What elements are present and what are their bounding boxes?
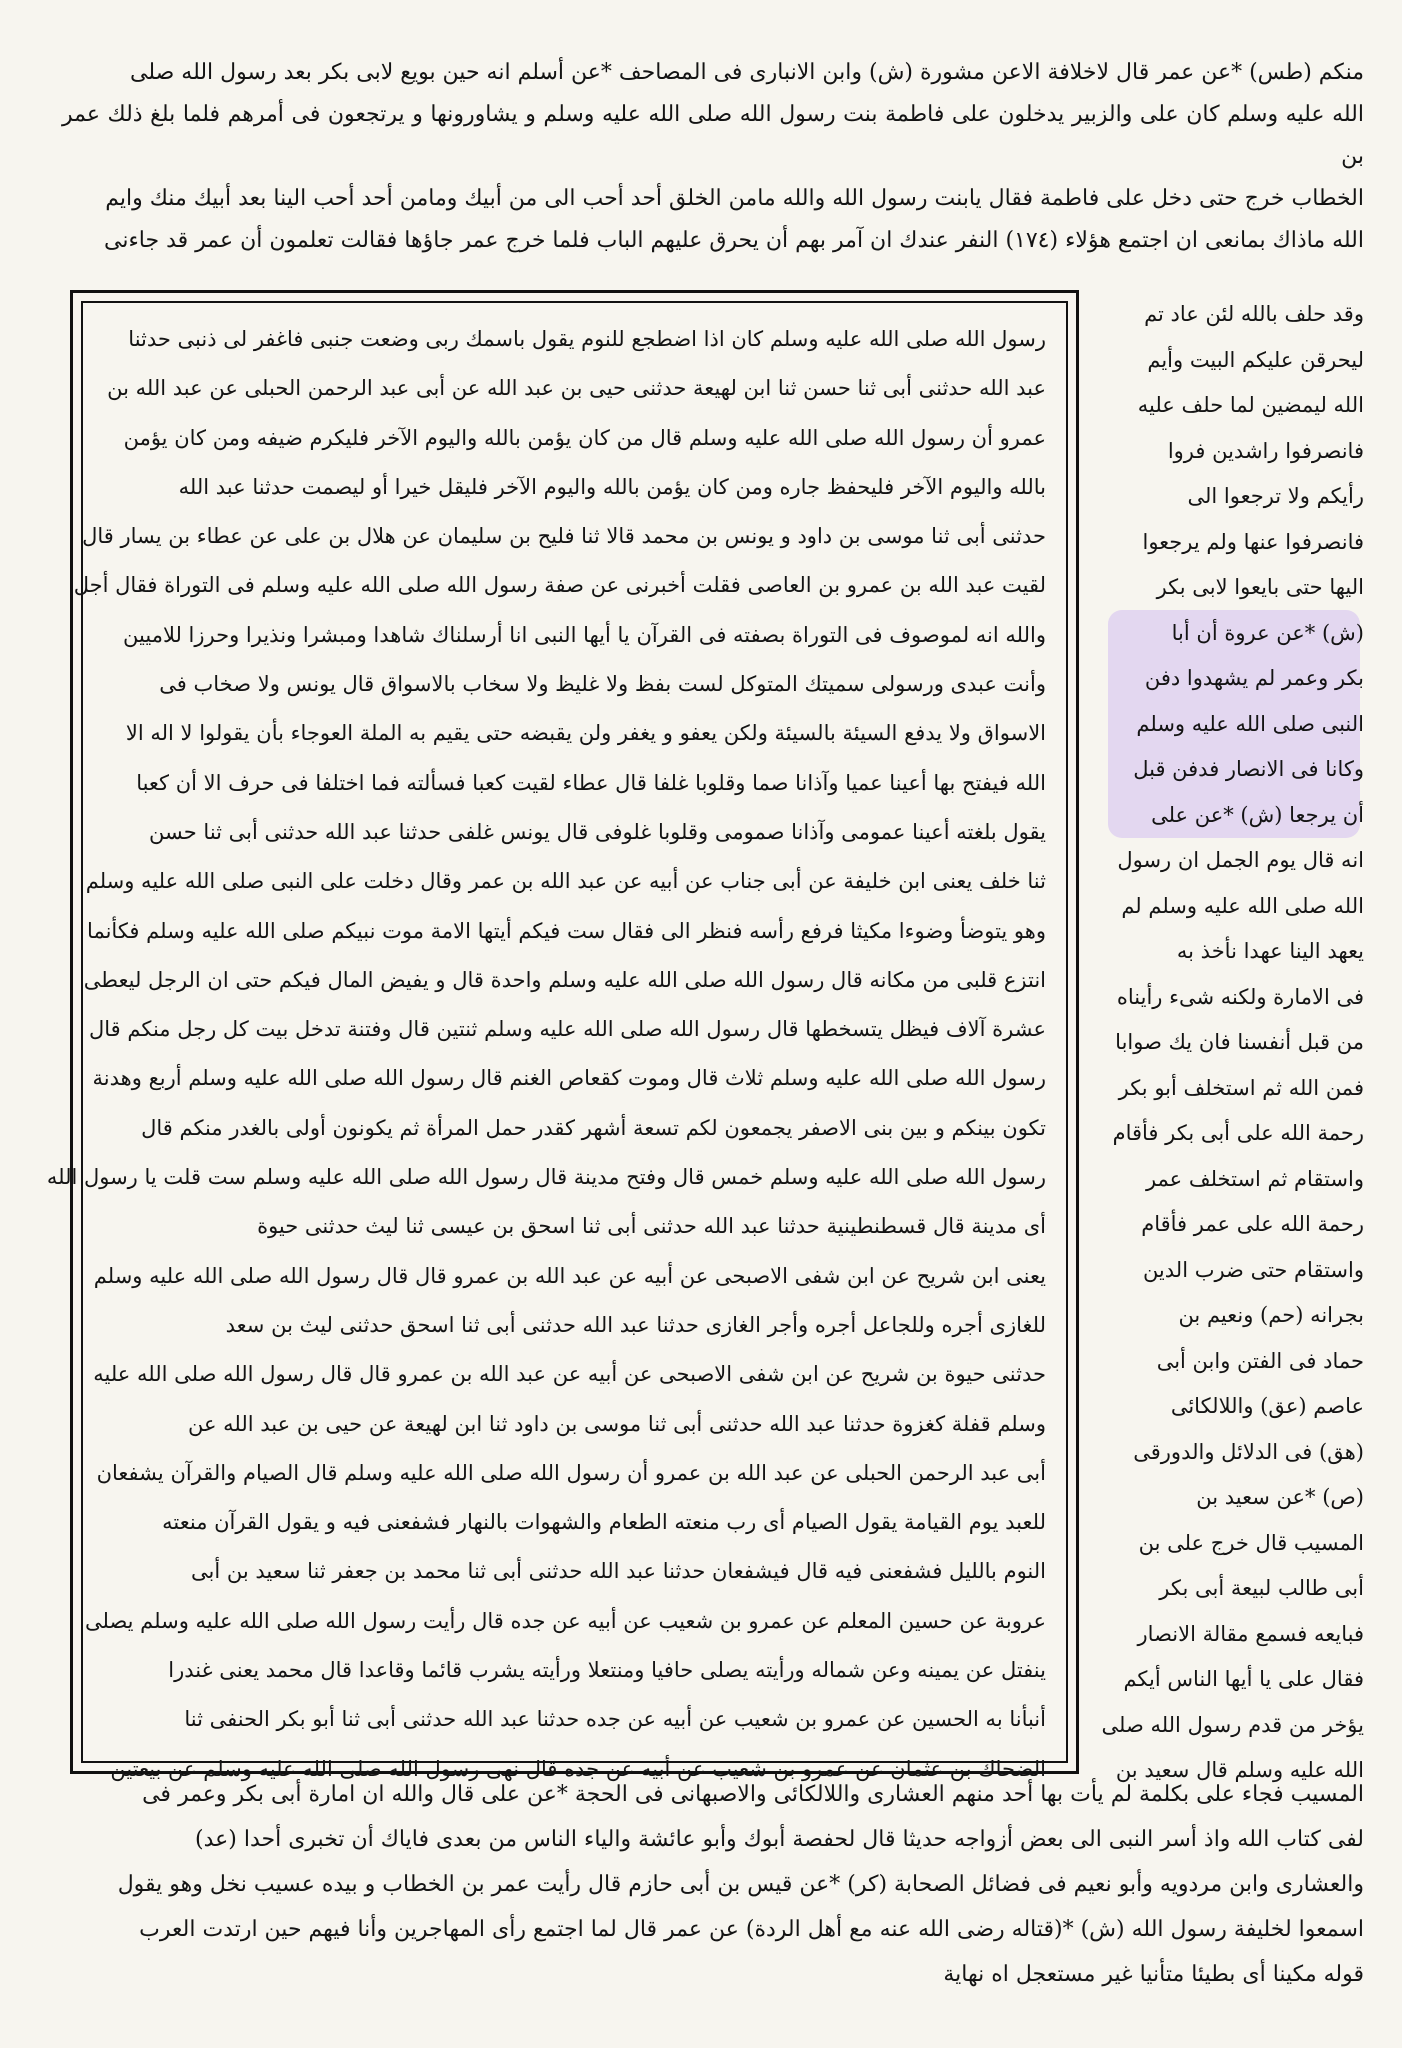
main-text-line: رسول الله صلى الله عليه وسلم ثلاث قال وموت كقعاص الغنم قال رسول الله صلى الله عليه وسلم أربع وهدنة [92,1066,1046,1091]
main-text-frame [46,290,1079,1781]
header-paragraph [62,52,1364,262]
margin-text-line: عاصم (عق) واللالكائى [1170,1394,1364,1418]
main-text-line: ينفتل عن يمينه وعن شماله ورأيته يصلى حافيا ومنتعلا ورأيته يشرب قائما وقاعدا قال محمد يعنى غندرا [168,1658,1046,1683]
margin-text-line: رحمة الله على أبى بكر فأقام [1112,1121,1364,1145]
main-text-line: أى مدينة قال قسطنطينية حدثنا عبد الله حدثنى أبى ثنا اسحق بن عيسى ثنا ليث حدثنى حيوة [257,1214,1046,1239]
main-text-line: رسول الله صلى الله عليه وسلم كان اذا اضطجع للنوم يقول باسمك ربى وضعت جنبى فاغفر لى ذنبى حدثنا [128,327,1046,351]
main-text-line: للعبد يوم القيامة يقول الصيام أى رب منعته الطعام والشهوات بالنهار فشفعنى فيه و يقول القرآن منعته [162,1510,1046,1535]
margin-text-line: فبايعه فسمع مقالة الانصار [1137,1621,1364,1646]
main-text-line: انتزع قلبى من مكانه قال رسول الله صلى الله عليه وسلم واحدة قال و يفيض المال فيكم حتى ان الرجل ليعطى [83,967,1046,992]
footer-text-line: والعشارى وابن مردويه وأبو نعيم فى فضائل الصحابة (كر) *عن قيس بن أبى حازم قال رأيت عمر بن الخطاب و بيده عسيب نخل وهو يقول [117,1872,1364,1897]
main-text-line: للغازى أجره وللجاعل أجره وأجر الغازى حدثنا عبد الله حدثنى أبى ثنا اسحق حدثنى ليث بن سعد [225,1312,1046,1337]
margin-text-line: (ص) *عن سعيد بن [1196,1485,1364,1509]
main-text-line: الاسواق ولا يدفع السيئة بالسيئة ولكن يعفو و يغفر ولن يقبضه حتى يقيم به الملة العوجاء بأن يقولوا لا اله الا [125,721,1046,746]
margin-text-line: الله عليه وسلم قال سعيد بن [1115,1758,1364,1782]
margin-text-line: حماد فى الفتن وابن أبى [1156,1348,1364,1373]
margin-text-line: (ش) *عن عروة أن أبا [1171,620,1364,645]
main-text-line: الضحاك بن عثمان عن عمرو بن شعيب عن أبيه عن جده قال نهى رسول الله صلى الله عليه وسلم عن بيعتين [110,1756,1046,1781]
margin-text-line: أن يرجعا (ش) *عن على [1151,802,1364,827]
main-text-line: أنبأنا به الحسين عن عمرو بن شعيب عن أبيه عن جده حدثنا عبد الله حدثنى أبى ثنا أبو بكر الحنفى ثنا [184,1707,1046,1732]
main-text-line: حدثنى حيوة بن شريح عن ابن شفى الاصبحى عن أبيه عن عبد الله بن عمرو قال قال رسول الله صلى الله عليه [93,1362,1046,1387]
main-text-line: يعنى ابن شريح عن ابن شفى الاصبحى عن أبيه عن عبد الله بن عمرو قال قال رسول الله صلى الله عليه وسلم [93,1263,1046,1288]
margin-text-line: فانصرفوا راشدين فروا [1167,438,1364,463]
margin-text-line: الله صلى الله عليه وسلم لم [1121,893,1364,918]
footer-paragraph [62,1772,1364,1997]
footer-text-line: قوله مكينا أى بطيئا متأنيا غير مستعجل اه نهاية [943,1962,1364,1987]
margin-text-line: أبى طالب لبيعة أبى بكر [1159,1576,1364,1600]
header-text-line: الخطاب خرج حتى دخل على فاطمة فقال يابنت رسول الله والله مامن الخلق أحد أحب الى من أبيك ومامن أحد أحب الينا بعد أبيك منك وايم [105,186,1364,211]
margin-text-line: يعهد الينا عهدا نأخذ به [1176,939,1364,963]
header-text-line: منكم (طس) *عن عمر قال لاخلافة الاعن مشورة (ش) وابن الانبارى فى المصاحف *عن أسلم انه حين بويع لابى بكر بعد رسول الله صلى [129,60,1364,85]
footer-text-line: المسيب فجاء على بكلمة لم يأت بها أحد منهم العشارى واللالكائى والاصبهانى فى الحجة *عن على قال والله ان امارة أبى بكر وعمر فى [142,1782,1364,1807]
main-text-line: عروبة عن حسين المعلم عن عمرو بن شعيب عن أبيه عن جده قال رأيت رسول الله صلى الله عليه وسلم يصلى [84,1608,1046,1633]
margin-text-line: واستقام حتى ضرب الدين [1142,1257,1364,1282]
main-text-line: حدثنى أبى ثنا موسى بن داود و يونس بن محمد قالا ثنا فليح بن سليمان عن هلال بن على عن عطاء بن يسار قال [82,524,1046,549]
margin-text-line: النبى صلى الله عليه وسلم [1136,711,1364,736]
margin-commentary [1101,292,1364,1782]
main-text-line: يقول بلغته أعينا عمومى وآذانا صمومى وقلوبا غلوفى قال يونس غلفى حدثنا عبد الله حدثنى أبى ثنا حسن [149,819,1046,844]
main-text-line: عمرو أن رسول الله صلى الله عليه وسلم قال من كان يؤمن بالله واليوم الآخر فليكرم ضيفه ومن كان يؤمن [123,425,1046,450]
main-text-line: عبد الله حدثنى أبى ثنا حسن ثنا ابن لهيعة حدثنى حيى بن عبد الله عن أبى عبد الرحمن الحبلى عن عبد الله بن [107,376,1046,401]
margin-text-line: فقال على يا أيها الناس أيكم [1123,1667,1364,1691]
margin-text-line: فانصرفوا عنها ولم يرجعوا [1142,529,1364,554]
main-text-line: أبى عبد الرحمن الحبلى عن عبد الله بن عمرو أن رسول الله صلى الله عليه وسلم قال الصيام والقرآن يشفعان [96,1460,1046,1485]
margin-text-line: (هق) فى الدلائل والدورقى [1133,1439,1364,1464]
main-text-line: ثنا خلف يعنى ابن خليفة عن أبى جناب عن أبيه عن عبد الله بن عمر وقال دخلت على النبى صلى الله عليه وسلم [85,869,1046,894]
main-text-line: النوم بالليل فشفعنى فيه قال فيشفعان حدثنا عبد الله حدثنى أبى ثنا محمد بن جعفر ثنا سعيد بن أبى [191,1559,1046,1584]
main-text-line: والله انه لموصوف فى التوراة بصفته فى القرآن يا أيها النبى انا أرسلناك شاهدا ومبشرا ونذيرا وحرزا للاميين [123,622,1046,647]
footer-text-line: لفى كتاب الله واذ أسر النبى الى بعض أزواجه حديثا قال لحفصة أبوك وأبو عائشة والياء الناس من بعدى فاياك أن تخبرى أحدا (عد) [195,1827,1364,1852]
main-text-line: وسلم قفلة كغزوة حدثنا عبد الله حدثنى أبى ثنا موسى بن داود ثنا ابن لهيعة عن حيى بن عبد الله عن [187,1411,1046,1436]
margin-text-line: وقد حلف بالله لئن عاد تم [1144,302,1364,326]
margin-text-line: رأيكم ولا ترجعوا الى [1187,484,1364,508]
main-text-line: رسول الله صلى الله عليه وسلم خمس قال وفتح مدينة قال رسول الله صلى الله عليه وسلم ست قلت يا رسول الله [46,1165,1046,1190]
main-text-line: وأنت عبدى ورسولى سميتك المتوكل لست بفظ ولا غليظ ولا سخاب بالاسواق قال يونس ولا صخاب فى [159,672,1046,697]
header-text-line: الله ماذاك بمانعى ان اجتمع هؤلاء (١٧٤) النفر عندك ان آمر بهم أن يحرق عليهم الباب فلما خرج عمر جاؤها فقالت تعلمون أن عمر قد جاءنى [104,228,1364,253]
margin-text-line: بكر وعمر لم يشهدوا دفن [1144,666,1364,690]
margin-text-line: رحمة الله على عمر فأقام [1141,1212,1364,1236]
margin-text-line: وكانا فى الانصار فدفن قبل [1133,757,1364,781]
margin-text-line: واستقام ثم استخلف عمر [1145,1166,1364,1191]
margin-text-line: من قبل أنفسنا فان يك صوابا [1115,1030,1364,1054]
margin-text-line: يؤخر من قدم رسول الله صلى [1101,1712,1364,1737]
main-text-line: وهو يتوضأ وضوءا مكيثا فرفع رأسه فنظر الى فقال ست فيكم أيتها الامة موت نبيكم صلى الله عليه وسلم فكأنما [87,918,1046,943]
main-text-line: تكون بينكم و بين بنى الاصفر يجمعون لكم تسعة أشهر كقدر حمل المرأة ثم يكونون أولى بالغدر منكم قال [141,1115,1046,1140]
margin-text-line: انه قال يوم الجمل ان رسول [1117,848,1364,872]
main-text-line: الله فيفتح بها أعينا عميا وآذانا صما وقلوبا غلفا قال عطاء لقيت كعبا فسألته فما اختلفا فى حرف الا أن كعبا [136,770,1046,795]
footer-text-line: اسمعوا لخليفة رسول الله (ش) *(قتاله رضى الله عنه مع أهل الردة) عن عمر قال لما اجتمع رأى المهاجرين وأنا فيهم حين ارتدت العرب [139,1917,1364,1942]
main-text-line: عشرة آلاف فيظل يتسخطها قال رسول الله صلى الله عليه وسلم ثنتين قال وفتنة تدخل بيت كل رجل منكم قال [89,1017,1046,1042]
margin-text-line: بجرانه (حم) ونعيم بن [1178,1303,1364,1327]
margin-text-line: الله ليمضين لما حلف عليه [1137,393,1364,417]
main-text-frame-inner [46,301,1068,1781]
main-text-body [46,315,1046,1794]
margin-text-line: فى الامارة ولكنه شىء رأيناه [1116,984,1364,1009]
margin-commentary-lines [1101,292,1364,1794]
margin-text-line: المسيب قال خرج على بن [1138,1530,1364,1555]
margin-text-line: فمن الله ثم استخلف أبو بكر [1118,1075,1364,1100]
header-text-line: الله عليه وسلم كان على والزبير يدخلون على فاطمة بنت رسول الله صلى الله عليه وسلم و يشاورونها و يرتجعون فى أمرهم فلما بلغ ذلك عمر بن [62,102,1364,169]
margin-text-line: اليها حتى بايعوا لابى بكر [1156,575,1364,599]
margin-text-line: ليحرقن عليكم البيت وأيم [1147,347,1364,372]
main-text-line: لقيت عبد الله بن عمرو بن العاصى فقلت أخبرنى عن صفة رسول الله صلى الله عليه وسلم فى التوراة فقال أجل [73,573,1046,598]
main-text-line: بالله واليوم الآخر فليحفظ جاره ومن كان يؤمن بالله واليوم الآخر فليقل خيرا أو ليصمت حدثنا عبد الله [178,474,1046,499]
